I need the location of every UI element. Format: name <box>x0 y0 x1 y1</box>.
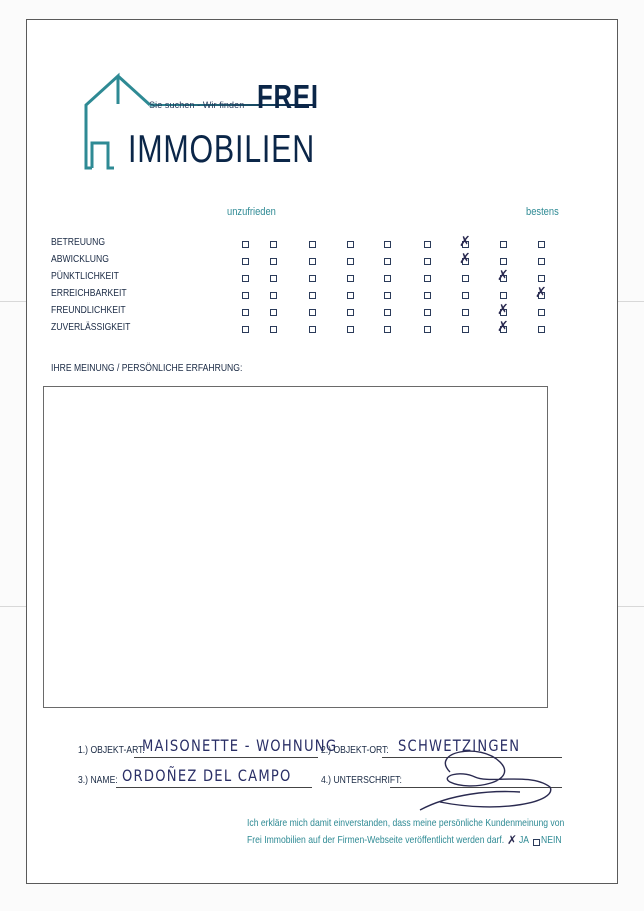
rating-checkbox[interactable] <box>384 275 391 282</box>
rating-checkbox[interactable] <box>538 326 545 333</box>
signature-drawing[interactable] <box>380 732 560 822</box>
rating-checkbox[interactable] <box>384 292 391 299</box>
rating-checkbox[interactable] <box>462 326 469 333</box>
name-label: 3.) NAME: <box>78 774 118 786</box>
object-type-value[interactable]: MAISONETTE - WOHNUNG <box>142 736 338 755</box>
rating-checkbox[interactable] <box>309 275 316 282</box>
brand-tagline: Sie suchen - Wir finden <box>149 100 245 110</box>
rating-checkbox[interactable] <box>242 258 249 265</box>
rating-mark-icon: ✗ <box>497 302 509 318</box>
rating-checkbox[interactable] <box>309 292 316 299</box>
rating-mark-icon: ✗ <box>459 251 471 267</box>
rating-mark-icon: ✗ <box>497 268 509 284</box>
rating-mark-icon: ✗ <box>459 234 471 250</box>
rating-checkbox[interactable] <box>538 258 545 265</box>
rating-checkbox[interactable] <box>424 326 431 333</box>
rating-checkbox[interactable] <box>500 292 507 299</box>
consent-yes-label: JA <box>519 834 530 846</box>
scale-label-low: unzufrieden <box>227 206 276 218</box>
rating-mark-icon: ✗ <box>497 319 509 335</box>
rating-checkbox[interactable] <box>270 258 277 265</box>
rating-checkbox[interactable] <box>242 309 249 316</box>
rating-checkbox[interactable] <box>242 292 249 299</box>
name-value[interactable]: ORDOÑEZ DEL CAMPO <box>122 766 292 785</box>
object-type-line <box>134 757 318 758</box>
object-type-label: 1.) OBJEKT-ART: <box>78 744 145 756</box>
rating-checkbox[interactable] <box>424 309 431 316</box>
consent-yes-check-icon[interactable]: ✗ <box>507 833 518 847</box>
rating-checkbox[interactable] <box>384 258 391 265</box>
rating-checkbox[interactable] <box>309 258 316 265</box>
rating-checkbox[interactable] <box>538 309 545 316</box>
rating-checkbox[interactable] <box>500 241 507 248</box>
rating-checkbox[interactable] <box>270 309 277 316</box>
rating-checkbox[interactable] <box>384 241 391 248</box>
criterion-label: FREUNDLICHKEIT <box>51 304 126 316</box>
consent-no-label: NEIN <box>541 834 562 846</box>
brand-name-frei: FREI <box>257 78 319 115</box>
criterion-label: ERREICHBARKEIT <box>51 287 127 299</box>
rating-checkbox[interactable] <box>424 292 431 299</box>
opinion-textarea[interactable] <box>43 386 548 708</box>
rating-checkbox[interactable] <box>347 275 354 282</box>
consent-text-line1: Ich erkläre mich damit einverstanden, dass meine persönliche Kundenmeinung von <box>247 817 565 829</box>
rating-checkbox[interactable] <box>242 241 249 248</box>
opinion-label: IHRE MEINUNG / PERSÖNLICHE ERFAHRUNG: <box>51 362 243 374</box>
rating-checkbox[interactable] <box>500 258 507 265</box>
rating-checkbox[interactable] <box>242 275 249 282</box>
rating-checkbox[interactable] <box>424 258 431 265</box>
rating-mark-icon: ✗ <box>535 285 547 301</box>
rating-checkbox[interactable] <box>347 309 354 316</box>
criterion-label: ZUVERLÄSSIGKEIT <box>51 321 131 333</box>
rating-checkbox[interactable] <box>424 275 431 282</box>
criterion-label: ABWICKLUNG <box>51 253 109 265</box>
rating-checkbox[interactable] <box>309 326 316 333</box>
object-location-label: 2.) OBJEKT-ORT: <box>321 744 389 756</box>
rating-checkbox[interactable] <box>347 292 354 299</box>
consent-text-line2: Frei Immobilien auf der Firmen-Webseite veröffentlicht werden darf. <box>247 834 505 846</box>
rating-checkbox[interactable] <box>347 326 354 333</box>
rating-checkbox[interactable] <box>384 326 391 333</box>
rating-checkbox[interactable] <box>242 326 249 333</box>
brand-name-immobilien: IMMOBILIEN <box>128 128 315 171</box>
name-line <box>116 787 312 788</box>
rating-checkbox[interactable] <box>424 241 431 248</box>
rating-checkbox[interactable] <box>347 258 354 265</box>
rating-checkbox[interactable] <box>270 275 277 282</box>
criterion-label: PÜNKTLICHKEIT <box>51 270 119 282</box>
rating-checkbox[interactable] <box>462 309 469 316</box>
rating-checkbox[interactable] <box>538 241 545 248</box>
rating-checkbox[interactable] <box>270 326 277 333</box>
rating-checkbox[interactable] <box>384 309 391 316</box>
rating-checkbox[interactable] <box>462 275 469 282</box>
rating-checkbox[interactable] <box>270 241 277 248</box>
consent-no-checkbox[interactable] <box>533 839 540 846</box>
rating-checkbox[interactable] <box>347 241 354 248</box>
scale-label-high: bestens <box>526 206 559 218</box>
criterion-label: BETREUUNG <box>51 236 106 248</box>
rating-checkbox[interactable] <box>270 292 277 299</box>
rating-checkbox[interactable] <box>309 241 316 248</box>
rating-checkbox[interactable] <box>538 275 545 282</box>
rating-checkbox[interactable] <box>462 292 469 299</box>
rating-checkbox[interactable] <box>309 309 316 316</box>
signature-label: 4.) UNTERSCHRIFT: <box>321 774 402 786</box>
object-location-value[interactable]: SCHWETZINGEN <box>398 736 521 755</box>
